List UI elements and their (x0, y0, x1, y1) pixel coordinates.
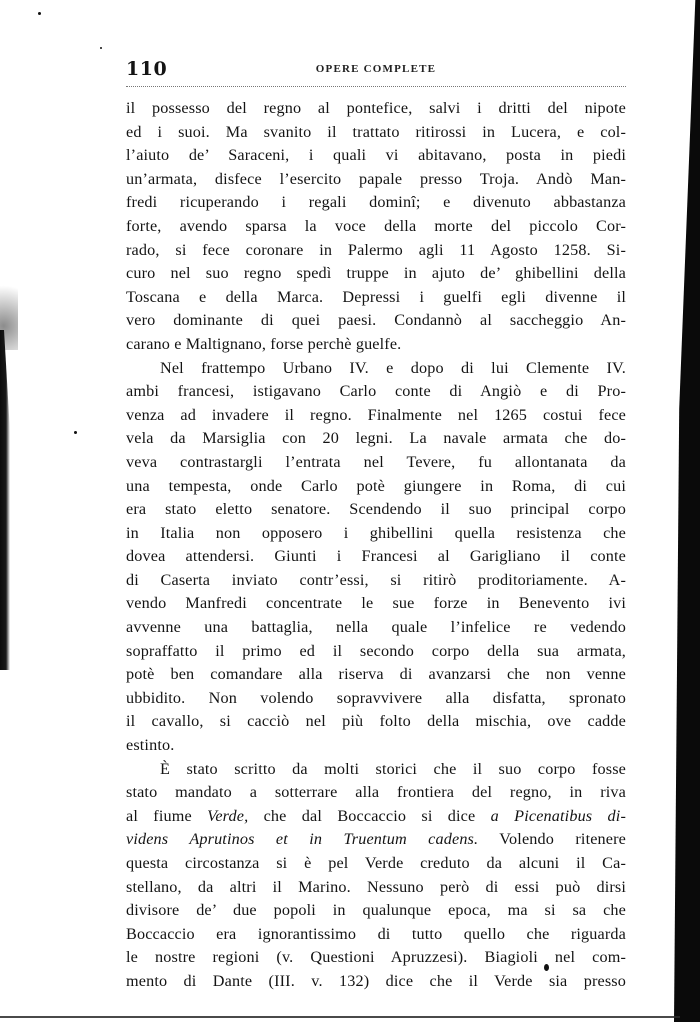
text-line: in Italia non opposero i ghibellini quella resistenza che (126, 523, 626, 542)
text-line: ed i suoi. Ma svanito il trattato ritirossi in Lucera, e col- (126, 122, 626, 141)
text-line: le nostre regioni (v. Questioni Apruzzesi). Biagioli nel com- (126, 948, 626, 967)
text-line: ambi francesi, istigavano Carlo conte di Angiò e di Pro- (126, 382, 626, 401)
page-bottom-edge (0, 1016, 680, 1018)
text-line: l’aiuto de’ Saraceni, i quali vi abitavano, posta in piedi (126, 146, 626, 165)
text-segment: che dal Boccaccio si dice (248, 806, 491, 825)
text-line: È stato scritto da molti storici che il suo corpo fosse (160, 759, 626, 778)
text-line: veva contrastargli l’entrata nel Tevere, fu allontanata da (126, 452, 626, 471)
page-number: 110 (126, 58, 168, 80)
italic-segment: Verde, (207, 806, 249, 825)
text-line: forte, avendo sparsa la voce della morte del piccolo Cor- (126, 216, 626, 235)
text-line: Toscana e della Marca. Depressi i guelfi egli divenne il (126, 287, 626, 306)
text-line: carano e Maltignano, forse perchè guelfe. (126, 334, 402, 353)
text-line: divisore de’ due popoli in qualunque epoca, ma si sa che (126, 901, 626, 920)
text-line: Nel frattempo Urbano IV. e dopo di lui Clemente IV. (160, 358, 626, 377)
text-line (126, 828, 626, 852)
text-line: stellano, da altri il Marino. Nessuno però di essi può dirsi (126, 877, 626, 896)
text-line: un’armata, disfece l’esercito papale presso Troja. Andò Man- (126, 169, 626, 188)
text-line (126, 805, 626, 829)
text-segment: Volendo ritenere (478, 830, 627, 849)
italic-segment: videns Aprutinos et in Truentum cadens. (126, 830, 479, 849)
text-line: una tempesta, onde Carlo potè giungere in Roma, di cui (126, 476, 626, 495)
text-line: il cavallo, si cacciò nel più folto della mischia, ove cadde (126, 712, 626, 731)
header-rule (126, 86, 626, 87)
text-line: estinto. (126, 736, 175, 755)
text-segment: al fiume (126, 806, 208, 825)
text-line: rado, si fece coronare in Palermo agli 11 Agosto 1258. Si- (126, 240, 626, 259)
text-line: ubbidito. Non volendo sopravvivere alla disfatta, spronato (126, 688, 626, 707)
scan-shadow-left (0, 330, 10, 670)
scan-shadow-right (674, 0, 700, 1022)
text-line: era stato eletto senatore. Scendendo il suo principal corpo (126, 500, 626, 519)
ink-speck (100, 47, 102, 49)
text-line: venza ad invadere il regno. Finalmente nel 1265 costui fece (126, 405, 626, 424)
page-header (126, 58, 626, 86)
text-line: il possesso del regno al pontefice, salvi i dritti del nipote (126, 99, 626, 117)
text-line: di Caserta inviato contr’essi, si ritirò proditoriamente. A- (126, 570, 626, 589)
body-text (126, 97, 626, 994)
text-line: vendo Manfredi concentrate le sue forze in Benevento ivi (126, 594, 626, 613)
ink-speck (38, 12, 41, 15)
text-line: mento di Dante (III. v. 132) dice che il Verde sia presso (126, 971, 626, 990)
text-line: questa circostanza si è pel Verde creduto da alcuni il Ca- (126, 854, 626, 872)
italic-segment: a Picenatibus di- (490, 806, 626, 825)
text-line: dovea attendersi. Giunti i Francesi al Garigliano il conte (126, 547, 626, 566)
text-line: Boccaccio era ignorantissimo di tutto quello che riguarda (126, 924, 626, 943)
text-line: stato mandato a sotterrare alla frontiera del regno, in riva (126, 783, 626, 802)
text-line: vela da Marsiglia con 20 legni. La navale armata che do- (126, 429, 626, 448)
text-line: vero dominante di quei paesi. Condannò al saccheggio An- (126, 311, 626, 330)
text-line: curo nel suo regno spedì truppe in ajuto de’ ghibellini della (126, 264, 626, 283)
text-line: fredi ricuperando i regali dominî; e divenuto abbastanza (126, 193, 626, 212)
running-title: OPERE COMPLETE (315, 63, 437, 75)
text-line: sopraffatto il primo ed il secondo corpo della sua armata, (126, 641, 626, 660)
text-line: potè ben comandare alla riserva di avanzarsi che non venne (126, 665, 626, 684)
text-line: avvenne una battaglia, nella quale l’infelice re vedendo (126, 618, 626, 637)
ink-speck (74, 431, 77, 434)
